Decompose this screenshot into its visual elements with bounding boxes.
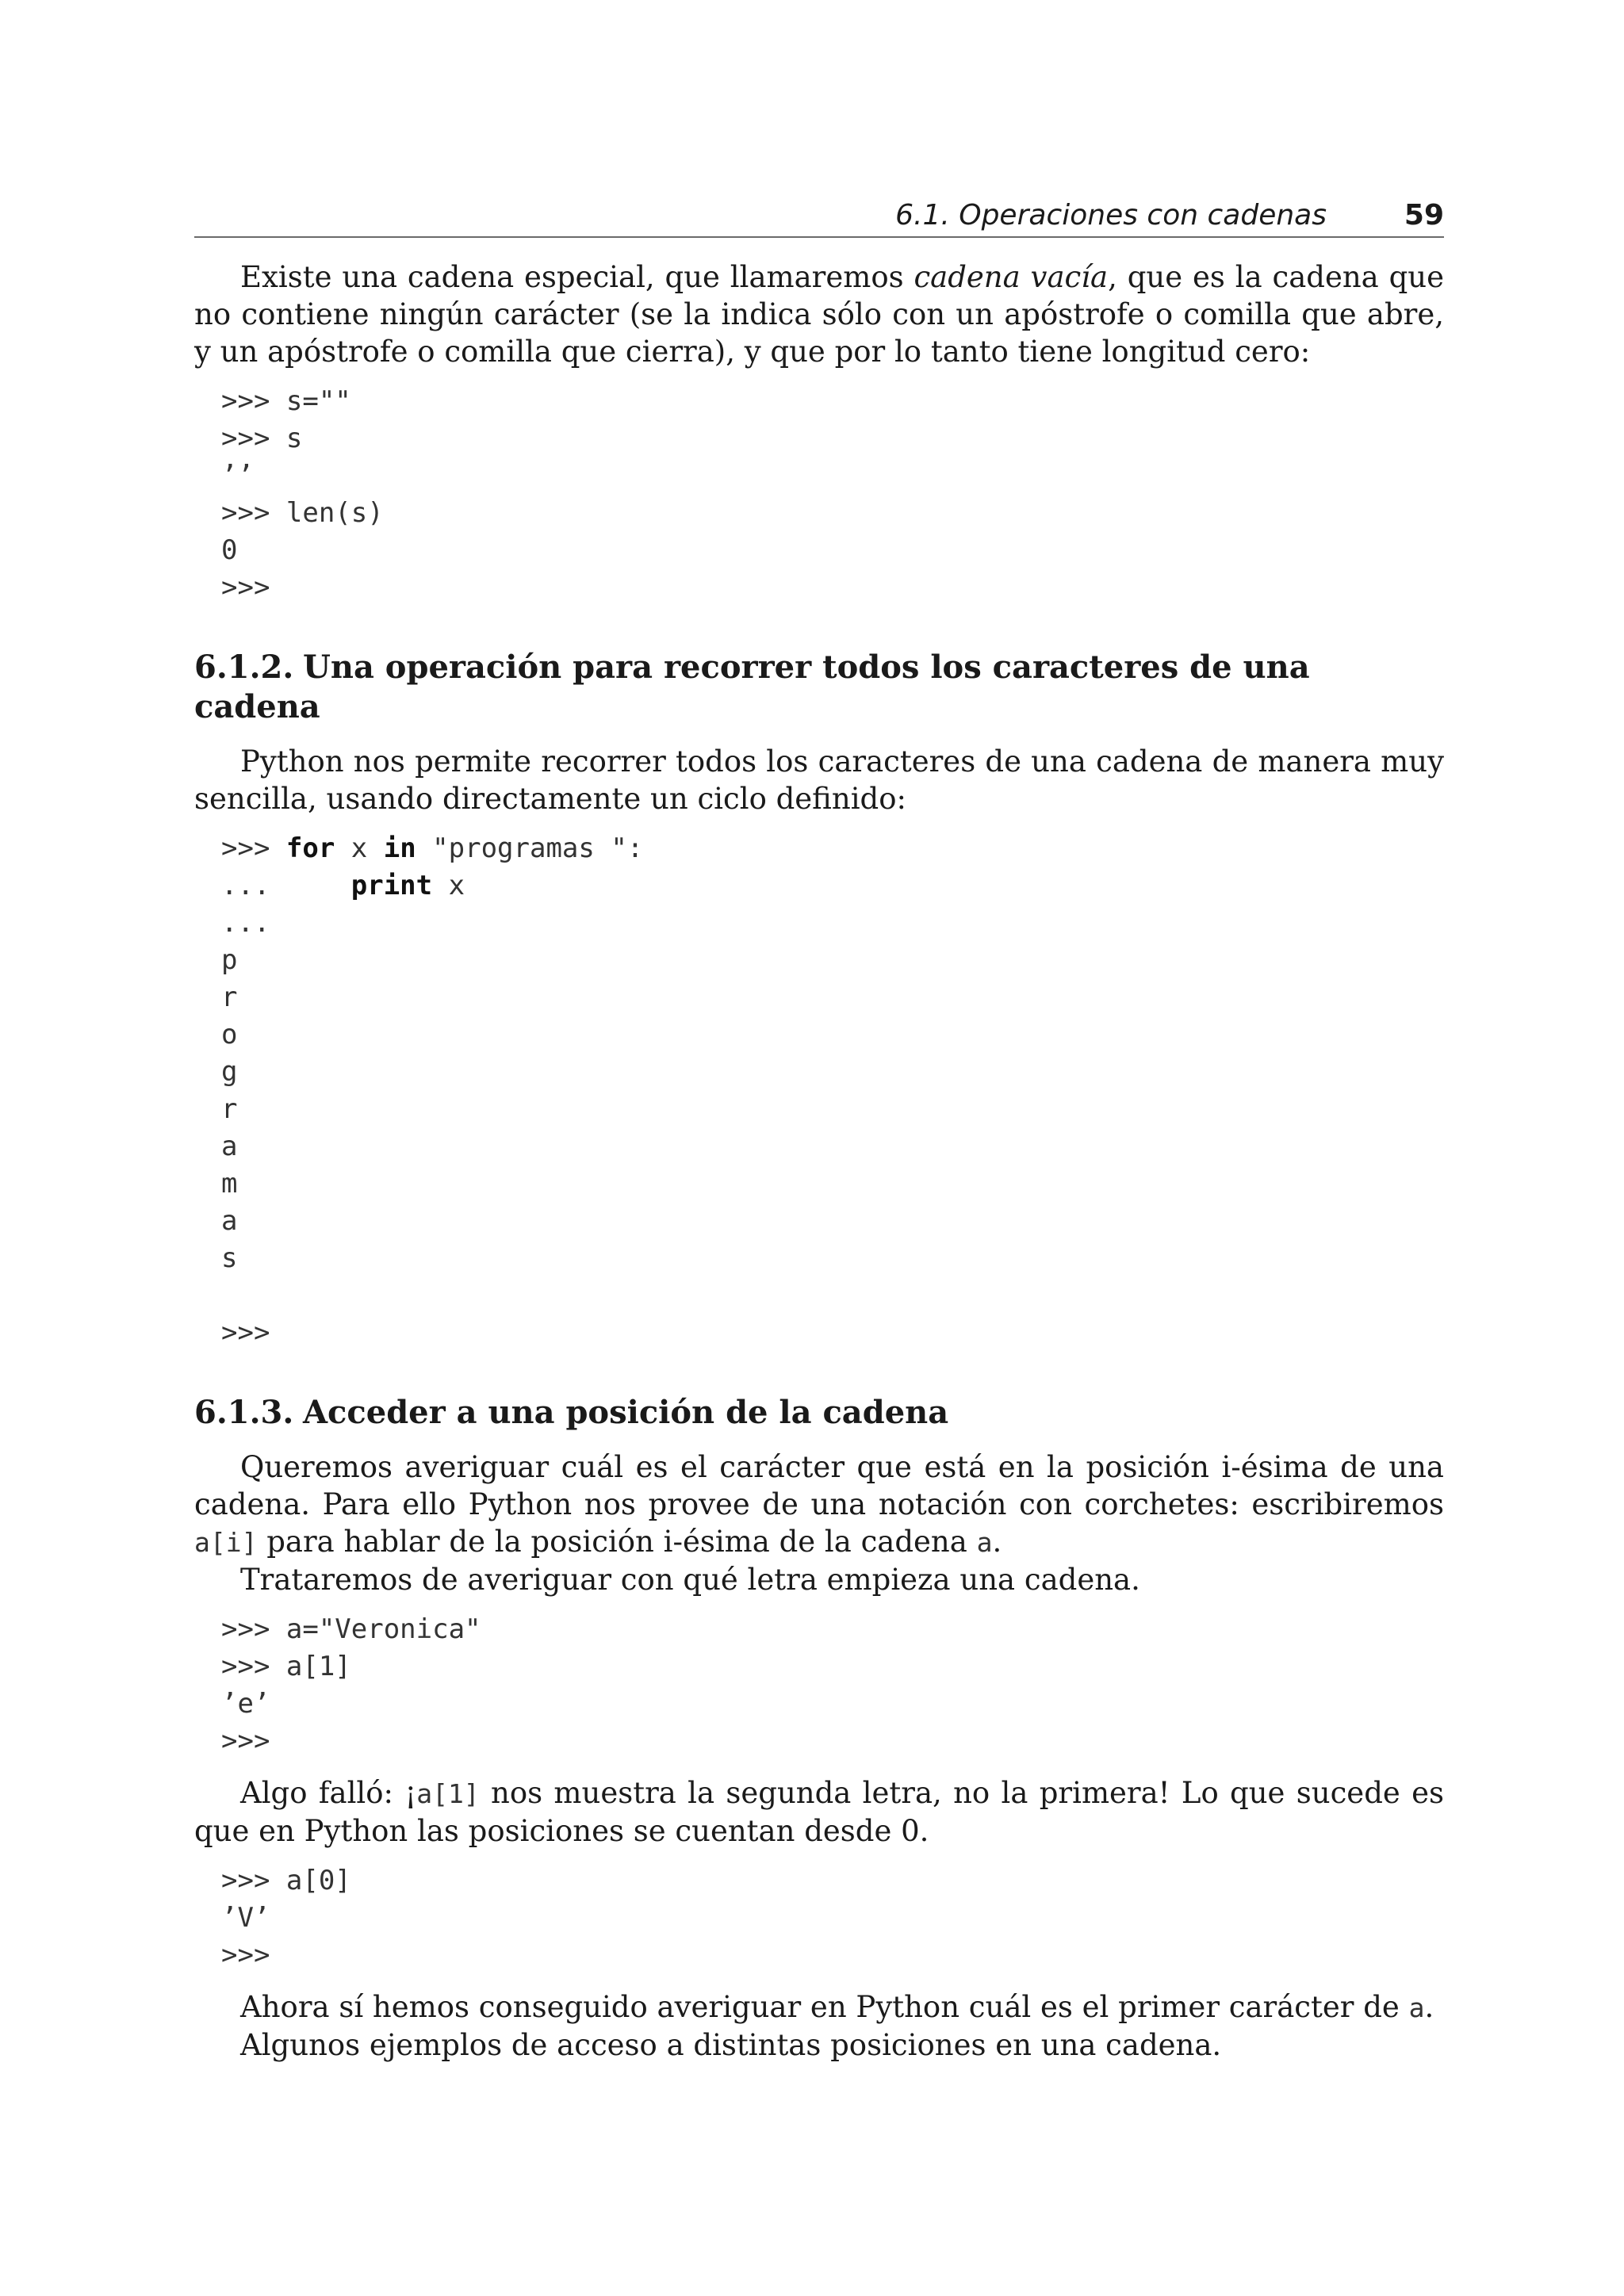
paragraph-success: Ahora sí hemos conseguido averiguar en Python cuál es el primer carácter de a. [240, 1990, 1434, 2024]
code-block-index-1: >>> a="Veronica" >>> a[1] ’e’ >>> [221, 1613, 481, 1757]
section-heading-6-1-3: 6.1.3. Acceder a una posición de la cadena [194, 1394, 949, 1431]
paragraph-iterate: Python nos permite recorrer todos los caracteres de una cadena de manera muy sencilla, usando directamente un ciclo definido: [194, 744, 1444, 816]
paragraph-examples: Algunos ejemplos de acceso a distintas posiciones en una cadena. [240, 2028, 1222, 2062]
code-block-empty-string: >>> s="" >>> s ’’ >>> len(s) 0 >>> [221, 385, 384, 603]
paragraph-empty-string: Existe una cadena especial, que llamaremos cadena vacía, que es la cadena que no contiene ningún carácter (se la indica sólo con un apóstrofe o comilla que abre, y un apóstrofe o comilla que cierra), y que por lo tanto tiene longitud cero: [194, 260, 1444, 369]
running-header [194, 190, 1444, 238]
paragraph-failure: Algo falló: ¡a[1] nos muestra la segunda letra, no la primera! Lo que sucede es que en Python las posiciones se cuentan desde 0. [194, 1776, 1444, 1848]
section-heading-6-1-2: 6.1.2. Una operación para recorrer todos los caracteres de una cadena [194, 649, 1310, 725]
inline-code-a-1: a[1] [416, 1778, 480, 1809]
inline-code-a: a [976, 1527, 993, 1558]
document-page [194, 190, 1444, 2064]
code-block-index-0: >>> a[0] ’V’ >>> [221, 1865, 351, 1971]
code-block-for-loop: >>> for x in "programas ": ... print x ... p r o g r a m a s >>> [221, 832, 644, 1349]
term-emphasis: cadena vacía [914, 260, 1109, 294]
header-section-title: 6.1. Operaciones con cadenas [895, 199, 1327, 232]
inline-code-a-final: a [1408, 1992, 1425, 2023]
page-number: 59 [1404, 199, 1444, 232]
inline-code-a-i: a[i] [194, 1527, 258, 1558]
paragraph-first-letter: Trataremos de averiguar con qué letra empieza una cadena. [240, 1563, 1140, 1597]
paragraph-index-notation: Queremos averiguar cuál es el carácter que está en la posición i-ésima de una cadena. Para ello Python nos provee de una notación con corchetes: escribiremos a[i] para hablar de la posición i-ésima de la cadena a. [194, 1450, 1444, 1559]
